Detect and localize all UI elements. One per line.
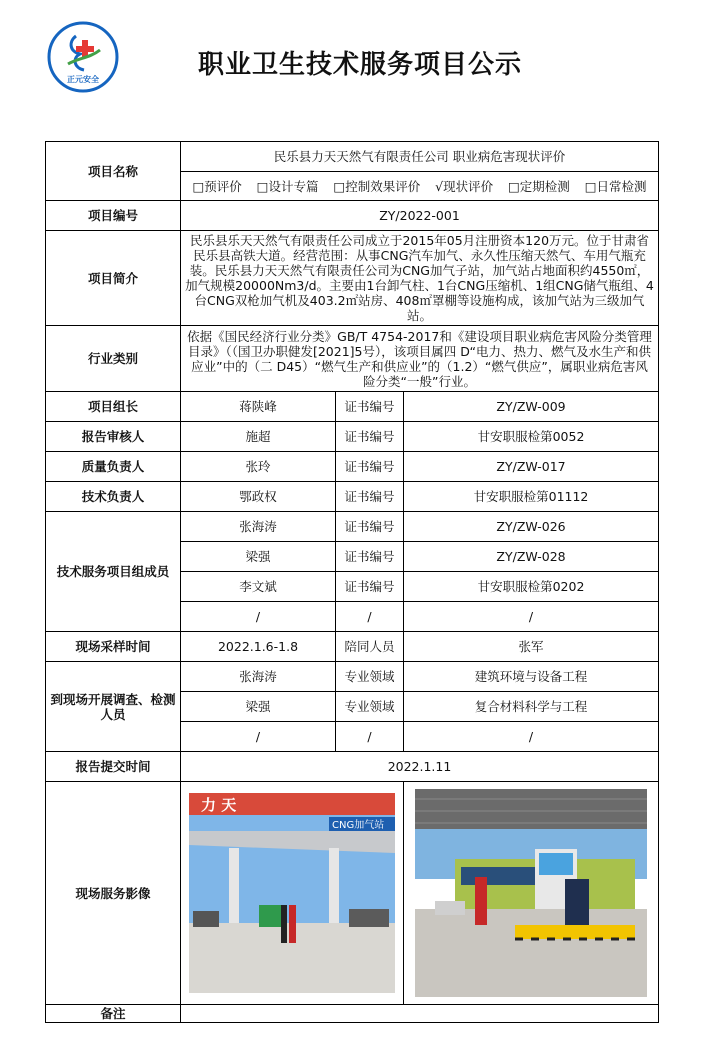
sampling-time-label: 现场采样时间 [46, 632, 181, 662]
project-code-value: ZY/2022-001 [181, 201, 659, 231]
photo1-banner-text: CNG加气站 [332, 820, 385, 831]
member-name: 梁强 [181, 542, 336, 572]
cert-label: 证书编号 [336, 392, 404, 422]
tech-label: 技术负责人 [46, 482, 181, 512]
field-label: 专业领域 [336, 692, 404, 722]
quality-name: 张玲 [181, 452, 336, 482]
field-label: / [336, 722, 404, 752]
quality-label: 质量负责人 [46, 452, 181, 482]
field-label: 专业领域 [336, 662, 404, 692]
member-cert: ZY/ZW-028 [404, 542, 659, 572]
reviewer-name: 施超 [181, 422, 336, 452]
site-photo-2-cell [404, 782, 659, 1005]
tech-name: 鄂政权 [181, 482, 336, 512]
logo-text: 正元安全 [67, 75, 99, 84]
cert-label: 证书编号 [336, 572, 404, 602]
images-label: 现场服务影像 [46, 782, 181, 1005]
report-time-label: 报告提交时间 [46, 752, 181, 782]
survey-person-field: / [404, 722, 659, 752]
report-time-value: 2022.1.11 [181, 752, 659, 782]
member-name: 李文斌 [181, 572, 336, 602]
type-option: √现状评价 [435, 178, 494, 194]
members-label: 技术服务项目组成员 [46, 512, 181, 632]
project-code-label: 项目编号 [46, 201, 181, 231]
sampling-time-value: 2022.1.6-1.8 [181, 632, 336, 662]
industry-label: 行业类别 [46, 326, 181, 392]
evaluation-type-options [181, 172, 659, 201]
project-name-value: 民乐县力天天然气有限责任公司 职业病危害现状评价 [181, 142, 659, 172]
leader-cert: ZY/ZW-009 [404, 392, 659, 422]
project-name-label: 项目名称 [46, 142, 181, 201]
survey-label: 到现场开展调查、检测人员 [46, 662, 181, 752]
companion-value: 张军 [404, 632, 659, 662]
site-photo-1 [189, 793, 395, 993]
member-name: 张海涛 [181, 512, 336, 542]
member-cert: ZY/ZW-026 [404, 512, 659, 542]
leader-name: 蒋陕峰 [181, 392, 336, 422]
member-name: / [181, 602, 336, 632]
type-option: □定期检测 [507, 178, 570, 194]
survey-person-field: 复合材料科学与工程 [404, 692, 659, 722]
site-photo-1-cell [181, 782, 404, 1005]
leader-label: 项目组长 [46, 392, 181, 422]
reviewer-label: 报告审核人 [46, 422, 181, 452]
photo1-sign-text: 力 天 [201, 796, 237, 814]
page-header [0, 0, 720, 140]
quality-cert: ZY/ZW-017 [404, 452, 659, 482]
cert-label: 证书编号 [336, 542, 404, 572]
remarks-value [181, 1005, 659, 1023]
member-cert: 甘安职服检第0202 [404, 572, 659, 602]
cert-label: 证书编号 [336, 452, 404, 482]
type-option: □设计专篇 [256, 178, 319, 194]
member-cert: / [404, 602, 659, 632]
cert-label: / [336, 602, 404, 632]
type-option: □控制效果评价 [333, 178, 421, 194]
project-intro-label: 项目简介 [46, 231, 181, 326]
type-option: □日常检测 [584, 178, 647, 194]
survey-person-name: / [181, 722, 336, 752]
survey-person-field: 建筑环境与设备工程 [404, 662, 659, 692]
industry-value: 依据《国民经济行业分类》GB/T 4754-2017和《建设项目职业病危害风险分类管理目录》（（国卫办职健发[2021]5号），该项目属四 D“电力、热力、燃气及水生产和供应业”中的（二 D45）“燃气生产和供应业”的（1.2）“燃气供应”，属职业病危害风险分类“一般”行业。 [181, 326, 659, 392]
project-table [45, 141, 659, 1023]
project-intro-value: 民乐县乐天天然气有限责任公司成立于2015年05月注册资本120万元。位于甘肃省民乐县高铁大道。经营范围：从事CNG汽车加气、永久性压缩天然气、车用气瓶充装。民乐县力天天然气有限责任公司为CNG加气子站，加气站占地面积约4550㎡，加气规模20000Nm3/d。主要由1台卸气柱、1台CNG压缩机、1组CNG储气瓶组、4台CNG双枪加气机及403.2㎡站房、408㎡罩棚等设施构成，该加气站为三级加气站。 [181, 231, 659, 326]
page-title: 职业卫生技术服务项目公示 [197, 50, 522, 80]
cert-label: 证书编号 [336, 422, 404, 452]
reviewer-cert: 甘安职服检第0052 [404, 422, 659, 452]
survey-person-name: 梁强 [181, 692, 336, 722]
tech-cert: 甘安职服检第01112 [404, 482, 659, 512]
cert-label: 证书编号 [336, 482, 404, 512]
type-option: □预评价 [192, 178, 242, 194]
survey-person-name: 张海涛 [181, 662, 336, 692]
site-photo-2 [415, 789, 647, 997]
remarks-label: 备注 [46, 1005, 181, 1023]
companion-label: 陪同人员 [336, 632, 404, 662]
cert-label: 证书编号 [336, 512, 404, 542]
